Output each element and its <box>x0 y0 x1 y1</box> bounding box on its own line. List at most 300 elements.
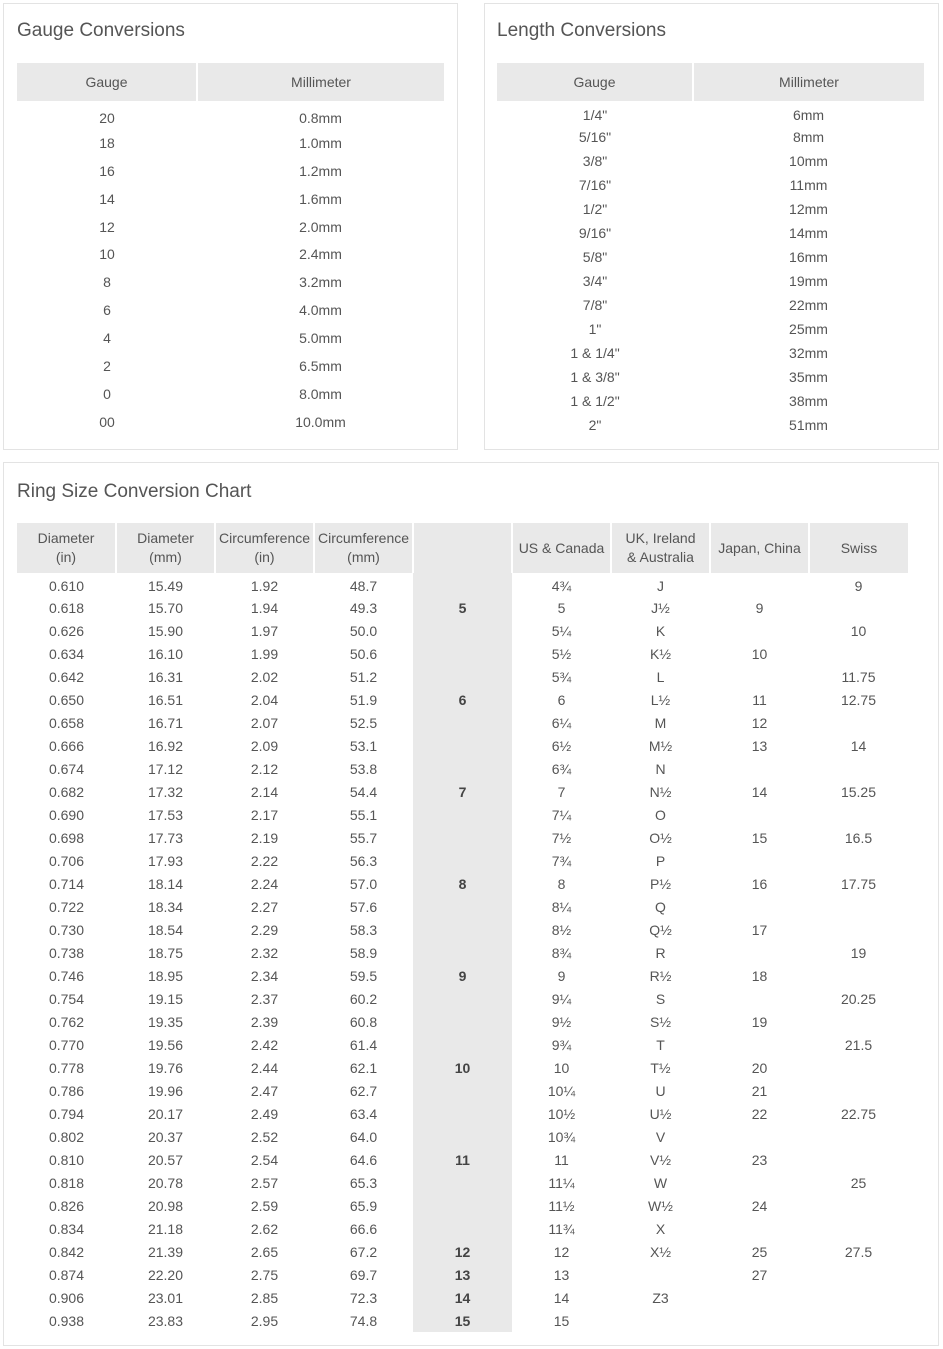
japan-china-cell <box>710 619 809 642</box>
diameter-in-cell: 0.730 <box>48 921 85 938</box>
diameter-in-cell: 0.762 <box>48 1013 85 1030</box>
eu-size-cell: 7 <box>413 780 512 803</box>
us-canada-cell: 6¾ <box>551 760 572 777</box>
table-row <box>17 803 908 826</box>
japan-china-cell: 14 <box>751 783 768 800</box>
table-row <box>497 221 924 245</box>
column-header-line: Diameter <box>37 530 95 546</box>
column-header-line: Circumference <box>317 530 410 546</box>
swiss-cell <box>809 964 908 987</box>
diameter-mm-cell: 23.83 <box>147 1312 184 1329</box>
gauge-cell: 16 <box>99 162 115 179</box>
millimeter-cell: 1.0mm <box>299 134 342 151</box>
us-canada-cell: 5½ <box>551 645 572 662</box>
eu-size-cell: 8 <box>413 872 512 895</box>
circumference-in-cell: 2.52 <box>250 1128 279 1145</box>
diameter-in-cell: 0.810 <box>48 1151 85 1168</box>
circumference-mm-cell: 61.4 <box>349 1036 378 1053</box>
us-canada-cell: 13 <box>553 1266 570 1283</box>
table-row <box>17 711 908 734</box>
diameter-in-cell: 0.618 <box>48 599 85 616</box>
us-canada-cell: 12 <box>553 1243 570 1260</box>
ring-table-body <box>17 573 908 1332</box>
diameter-in-cell: 0.826 <box>48 1197 85 1214</box>
table-row <box>497 341 924 365</box>
diameter-mm-cell: 20.57 <box>147 1151 184 1168</box>
table-header-row <box>17 523 908 573</box>
table-row <box>17 1010 908 1033</box>
millimeter-cell: 14mm <box>789 225 828 241</box>
length-conversions-table <box>497 63 924 437</box>
eu-size-cell: 5 <box>413 596 512 619</box>
table-row <box>17 408 444 436</box>
japan-china-cell: 16 <box>751 875 768 892</box>
diameter-in-cell: 0.690 <box>48 806 85 823</box>
circumference-mm-cell: 58.9 <box>349 944 378 961</box>
us-canada-cell: 4¾ <box>551 577 572 594</box>
japan-china-cell <box>710 1125 809 1148</box>
swiss-cell: 19 <box>850 944 867 961</box>
uk-ireland-australia-cell: U½ <box>649 1105 672 1122</box>
millimeter-cell: 25mm <box>789 321 828 337</box>
swiss-cell <box>809 1286 908 1309</box>
circumference-mm-cell: 49.3 <box>349 599 378 616</box>
circumference-in-cell: 2.22 <box>250 852 279 869</box>
circumference-mm-cell: 51.9 <box>349 691 378 708</box>
us-canada-cell: 15 <box>553 1312 570 1329</box>
circumference-in-cell: 2.24 <box>250 875 279 892</box>
eu-size-cell <box>413 1194 512 1217</box>
diameter-mm-cell: 23.01 <box>147 1289 184 1306</box>
ring-size-title: Ring Size Conversion Chart <box>17 481 252 502</box>
gauge-cell: 0 <box>103 385 111 402</box>
swiss-cell <box>809 1263 908 1286</box>
circumference-mm-cell: 48.7 <box>349 577 378 594</box>
circumference-in-cell: 2.37 <box>250 990 279 1007</box>
japan-china-cell: 10 <box>751 645 768 662</box>
column-header-line: & Australia <box>627 549 694 565</box>
us-canada-cell: 8 <box>557 875 566 892</box>
gauge-cell: 5/16" <box>578 129 612 145</box>
japan-china-cell: 11 <box>752 691 767 708</box>
eu-size-cell <box>413 573 512 596</box>
eu-size-cell <box>413 1102 512 1125</box>
japan-china-cell: 13 <box>751 737 768 754</box>
diameter-mm-cell: 17.93 <box>147 852 184 869</box>
column-header-japan-china <box>710 523 809 573</box>
diameter-mm-cell: 18.95 <box>147 967 184 984</box>
diameter-in-cell: 0.834 <box>48 1220 85 1237</box>
diameter-in-cell: 0.906 <box>48 1289 85 1306</box>
column-header-line: Diameter <box>137 530 194 546</box>
diameter-in-cell: 0.610 <box>48 577 85 594</box>
circumference-in-cell: 2.49 <box>250 1105 279 1122</box>
gauge-cell: 7/8" <box>582 297 608 313</box>
circumference-mm-cell: 67.2 <box>349 1243 378 1260</box>
table-row <box>17 688 908 711</box>
millimeter-cell: 1.6mm <box>299 190 342 207</box>
eu-size-cell: 9 <box>413 964 512 987</box>
millimeter-cell: 6.5mm <box>299 357 342 374</box>
diameter-in-cell: 0.626 <box>48 622 85 639</box>
column-header-diameter-mm <box>116 523 215 573</box>
gauge-table-body <box>17 101 444 436</box>
circumference-in-cell: 2.07 <box>250 714 279 731</box>
eu-size-cell: 11 <box>413 1148 512 1171</box>
swiss-cell: 10 <box>850 622 867 639</box>
diameter-in-cell: 0.874 <box>48 1266 85 1283</box>
eu-size-cell <box>413 711 512 734</box>
swiss-cell <box>809 1056 908 1079</box>
diameter-mm-cell: 18.34 <box>147 898 184 915</box>
uk-ireland-australia-cell: M½ <box>648 737 673 754</box>
circumference-mm-cell: 62.7 <box>349 1082 378 1099</box>
circumference-mm-cell: 66.6 <box>349 1220 378 1237</box>
table-row <box>17 941 908 964</box>
uk-ireland-australia-cell: Z3 <box>652 1289 669 1306</box>
diameter-in-cell: 0.714 <box>48 875 85 892</box>
japan-china-cell: 12 <box>751 714 768 731</box>
uk-ireland-australia-cell: T <box>656 1036 665 1053</box>
japan-china-cell <box>710 1286 809 1309</box>
circumference-in-cell: 2.42 <box>250 1036 279 1053</box>
uk-ireland-australia-cell <box>611 1263 710 1286</box>
diameter-mm-cell: 19.96 <box>147 1082 184 1099</box>
diameter-mm-cell: 22.20 <box>147 1266 184 1283</box>
gauge-cell: 00 <box>99 413 115 430</box>
us-canada-cell: 11¼ <box>548 1174 575 1191</box>
gauge-cell: 7/16" <box>578 177 612 193</box>
swiss-cell <box>809 1194 908 1217</box>
table-row <box>17 1217 908 1240</box>
circumference-in-cell: 2.59 <box>250 1197 279 1214</box>
circumference-in-cell: 2.34 <box>250 967 279 984</box>
circumference-in-cell: 2.85 <box>250 1289 279 1306</box>
uk-ireland-australia-cell: W <box>653 1174 668 1191</box>
us-canada-cell: 9 <box>557 967 566 984</box>
gauge-conversions-title: Gauge Conversions <box>17 20 185 41</box>
japan-china-cell <box>710 665 809 688</box>
table-header-row <box>17 63 444 101</box>
diameter-mm-cell: 18.14 <box>147 875 184 892</box>
table-row <box>497 125 924 149</box>
eu-size-cell <box>413 1033 512 1056</box>
diameter-in-cell: 0.770 <box>48 1036 85 1053</box>
eu-size-cell <box>413 987 512 1010</box>
diameter-mm-cell: 21.39 <box>147 1243 184 1260</box>
gauge-cell: 8 <box>103 274 111 291</box>
japan-china-cell: 23 <box>751 1151 768 1168</box>
gauge-cell: 2" <box>588 417 602 433</box>
us-canada-cell: 10 <box>553 1059 570 1076</box>
us-canada-cell: 9¾ <box>551 1036 572 1053</box>
japan-china-cell <box>710 941 809 964</box>
swiss-cell <box>809 711 908 734</box>
uk-ireland-australia-cell: R <box>655 944 666 961</box>
us-canada-cell: 10¾ <box>547 1128 576 1145</box>
column-header-uk-ireland-australia <box>611 523 710 573</box>
swiss-cell <box>809 1148 908 1171</box>
millimeter-cell: 38mm <box>789 393 828 409</box>
eu-size-cell: 10 <box>413 1056 512 1079</box>
circumference-mm-cell: 55.7 <box>349 829 378 846</box>
length-table-body <box>497 101 924 437</box>
circumference-in-cell: 1.92 <box>250 577 279 594</box>
table-row <box>17 240 444 268</box>
swiss-cell: 17.75 <box>840 875 877 892</box>
table-row <box>497 389 924 413</box>
diameter-mm-cell: 17.32 <box>147 783 184 800</box>
millimeter-cell: 22mm <box>789 297 828 313</box>
diameter-mm-cell: 19.15 <box>147 990 184 1007</box>
uk-ireland-australia-cell: P <box>655 852 666 869</box>
swiss-cell <box>809 1309 908 1332</box>
diameter-in-cell: 0.778 <box>48 1059 85 1076</box>
eu-size-cell <box>413 918 512 941</box>
table-row <box>17 101 444 129</box>
uk-ireland-australia-cell: Q½ <box>649 921 672 938</box>
uk-ireland-australia-cell: N <box>655 760 666 777</box>
eu-size-cell <box>413 757 512 780</box>
swiss-cell: 15.25 <box>840 783 877 800</box>
diameter-mm-cell: 21.18 <box>147 1220 184 1237</box>
table-header-row <box>497 63 924 101</box>
column-header-line: UK, Ireland <box>625 530 696 546</box>
swiss-cell <box>809 895 908 918</box>
eu-size-cell: 6 <box>413 688 512 711</box>
table-row <box>17 987 908 1010</box>
eu-size-cell <box>413 849 512 872</box>
diameter-mm-cell: 19.76 <box>147 1059 184 1076</box>
millimeter-cell: 3.2mm <box>299 274 342 291</box>
table-row <box>17 1309 908 1332</box>
millimeter-cell: 51mm <box>789 417 828 433</box>
table-row <box>17 826 908 849</box>
table-row <box>17 213 444 241</box>
diameter-mm-cell: 20.17 <box>147 1105 184 1122</box>
gauge-cell: 12 <box>99 218 115 235</box>
uk-ireland-australia-cell: L <box>656 668 665 685</box>
table-row <box>497 197 924 221</box>
table-row <box>497 101 924 125</box>
eu-size-cell <box>413 665 512 688</box>
japan-china-cell: 18 <box>751 967 768 984</box>
length-conversions-panel <box>484 3 939 450</box>
circumference-mm-cell: 51.2 <box>349 668 378 685</box>
table-row <box>17 734 908 757</box>
us-canada-cell: 11 <box>554 1151 569 1168</box>
circumference-in-cell: 2.75 <box>250 1266 279 1283</box>
column-header-line: (in) <box>55 549 77 565</box>
table-row <box>497 413 924 437</box>
column-header-circumference-mm <box>314 523 413 573</box>
gauge-cell: 20 <box>99 110 115 127</box>
column-header-circumference-in <box>215 523 314 573</box>
swiss-cell: 11.75 <box>841 668 876 685</box>
uk-ireland-australia-cell: Q <box>655 898 666 915</box>
circumference-mm-cell: 72.3 <box>349 1289 378 1306</box>
eu-size-cell <box>413 642 512 665</box>
uk-ireland-australia-cell: N½ <box>649 783 672 800</box>
circumference-in-cell: 2.19 <box>250 829 279 846</box>
uk-ireland-australia-cell: L½ <box>650 691 671 708</box>
diameter-in-cell: 0.818 <box>48 1174 85 1191</box>
japan-china-cell <box>710 987 809 1010</box>
table-row <box>497 269 924 293</box>
gauge-cell: 1/4" <box>582 107 608 123</box>
circumference-in-cell: 2.57 <box>250 1174 279 1191</box>
gauge-cell: 5/8" <box>582 249 608 265</box>
gauge-cell: 9/16" <box>578 225 612 241</box>
circumference-in-cell: 2.14 <box>250 783 279 800</box>
circumference-in-cell: 2.04 <box>250 691 279 708</box>
diameter-in-cell: 0.634 <box>48 645 85 662</box>
millimeter-cell: 11mm <box>789 177 828 193</box>
us-canada-cell: 11¾ <box>548 1220 575 1237</box>
millimeter-cell: 1.2mm <box>299 162 342 179</box>
circumference-in-cell: 1.94 <box>250 599 279 616</box>
japan-china-cell: 17 <box>751 921 768 938</box>
table-row <box>497 173 924 197</box>
uk-ireland-australia-cell: S <box>655 990 666 1007</box>
swiss-cell: 12.75 <box>840 691 877 708</box>
millimeter-cell: 10mm <box>789 153 828 169</box>
circumference-mm-cell: 64.6 <box>349 1151 378 1168</box>
circumference-mm-cell: 74.8 <box>349 1312 378 1329</box>
eu-size-cell: 13 <box>413 1263 512 1286</box>
millimeter-cell: 19mm <box>789 273 828 289</box>
uk-ireland-australia-cell: K <box>655 622 666 639</box>
gauge-cell: 10 <box>99 246 115 263</box>
table-row <box>17 324 444 352</box>
diameter-mm-cell: 16.92 <box>147 737 184 754</box>
table-row <box>17 757 908 780</box>
circumference-mm-cell: 60.2 <box>349 990 378 1007</box>
gauge-cell: 1" <box>588 321 602 337</box>
eu-size-cell <box>413 1125 512 1148</box>
table-row <box>17 918 908 941</box>
column-header-line: (in) <box>254 549 275 565</box>
us-canada-cell: 8¼ <box>551 898 572 915</box>
japan-china-cell <box>710 1171 809 1194</box>
table-row <box>17 1148 908 1171</box>
table-row <box>17 596 908 619</box>
table-row <box>17 573 908 596</box>
circumference-in-cell: 2.54 <box>250 1151 279 1168</box>
gauge-cell: 1 & 1/2" <box>570 393 620 409</box>
us-canada-cell: 9¼ <box>551 990 572 1007</box>
circumference-mm-cell: 50.0 <box>349 622 378 639</box>
circumference-in-cell: 2.12 <box>250 760 279 777</box>
table-row <box>497 245 924 269</box>
swiss-cell: 9 <box>854 577 863 594</box>
table-row <box>17 129 444 157</box>
column-header-millimeter: Millimeter <box>693 63 924 101</box>
diameter-mm-cell: 15.49 <box>147 577 184 594</box>
circumference-in-cell: 2.09 <box>250 737 279 754</box>
table-row <box>17 268 444 296</box>
table-row <box>17 780 908 803</box>
column-header-millimeter: Millimeter <box>197 63 444 101</box>
circumference-mm-cell: 60.8 <box>349 1013 378 1030</box>
circumference-in-cell: 2.39 <box>250 1013 279 1030</box>
diameter-mm-cell: 18.75 <box>147 944 184 961</box>
table-row <box>17 642 908 665</box>
japan-china-cell: 22 <box>751 1105 768 1122</box>
uk-ireland-australia-cell: J½ <box>651 599 670 616</box>
gauge-cell: 3/4" <box>582 273 608 289</box>
japan-china-cell: 27 <box>751 1266 768 1283</box>
millimeter-cell: 2.4mm <box>299 246 342 263</box>
length-conversions-title: Length Conversions <box>497 20 666 41</box>
millimeter-cell: 32mm <box>789 345 828 361</box>
circumference-in-cell: 2.62 <box>250 1220 279 1237</box>
swiss-cell <box>809 1079 908 1102</box>
column-header-gauge: Gauge <box>497 63 693 101</box>
diameter-in-cell: 0.706 <box>48 852 85 869</box>
diameter-in-cell: 0.650 <box>48 691 85 708</box>
eu-size-cell: 15 <box>413 1309 512 1332</box>
japan-china-cell: 20 <box>751 1059 768 1076</box>
table-row <box>17 665 908 688</box>
japan-china-cell <box>710 849 809 872</box>
uk-ireland-australia-cell: K½ <box>649 645 671 662</box>
diameter-in-cell: 0.682 <box>48 783 85 800</box>
diameter-in-cell: 0.698 <box>48 829 85 846</box>
us-canada-cell: 5¾ <box>551 668 572 685</box>
uk-ireland-australia-cell: O <box>655 806 666 823</box>
us-canada-cell: 5¼ <box>551 622 572 639</box>
millimeter-cell: 0.8mm <box>299 110 342 127</box>
column-header-swiss <box>809 523 908 573</box>
us-canada-cell: 6¼ <box>551 714 572 731</box>
uk-ireland-australia-cell: W½ <box>648 1197 673 1214</box>
swiss-cell: 22.75 <box>840 1105 877 1122</box>
diameter-in-cell: 0.722 <box>48 898 85 915</box>
swiss-cell: 25 <box>850 1174 867 1191</box>
circumference-in-cell: 2.02 <box>250 668 279 685</box>
gauge-cell: 14 <box>99 190 115 207</box>
eu-size-cell <box>413 619 512 642</box>
diameter-mm-cell: 19.56 <box>147 1036 184 1053</box>
circumference-mm-cell: 65.9 <box>349 1197 378 1214</box>
circumference-mm-cell: 58.3 <box>349 921 378 938</box>
swiss-cell: 16.5 <box>844 829 873 846</box>
column-header-line: (mm) <box>347 549 380 565</box>
us-canada-cell: 10¼ <box>547 1082 576 1099</box>
circumference-mm-cell: 57.6 <box>349 898 378 915</box>
diameter-mm-cell: 16.10 <box>147 645 184 662</box>
column-header-diameter-in <box>17 523 116 573</box>
circumference-mm-cell: 65.3 <box>349 1174 378 1191</box>
millimeter-cell: 10.0mm <box>295 413 346 430</box>
diameter-in-cell: 0.842 <box>48 1243 85 1260</box>
us-canada-cell: 7¼ <box>551 806 572 823</box>
us-canada-cell: 7½ <box>551 829 572 846</box>
eu-size-cell <box>413 1171 512 1194</box>
gauge-cell: 2 <box>103 357 111 374</box>
millimeter-cell: 12mm <box>789 201 828 217</box>
table-row <box>497 317 924 341</box>
table-row <box>17 895 908 918</box>
japan-china-cell: 24 <box>751 1197 768 1214</box>
swiss-cell: 20.25 <box>840 990 877 1007</box>
diameter-mm-cell: 20.98 <box>147 1197 184 1214</box>
diameter-in-cell: 0.658 <box>48 714 85 731</box>
circumference-mm-cell: 56.3 <box>349 852 378 869</box>
swiss-cell <box>809 1010 908 1033</box>
diameter-mm-cell: 18.54 <box>147 921 184 938</box>
